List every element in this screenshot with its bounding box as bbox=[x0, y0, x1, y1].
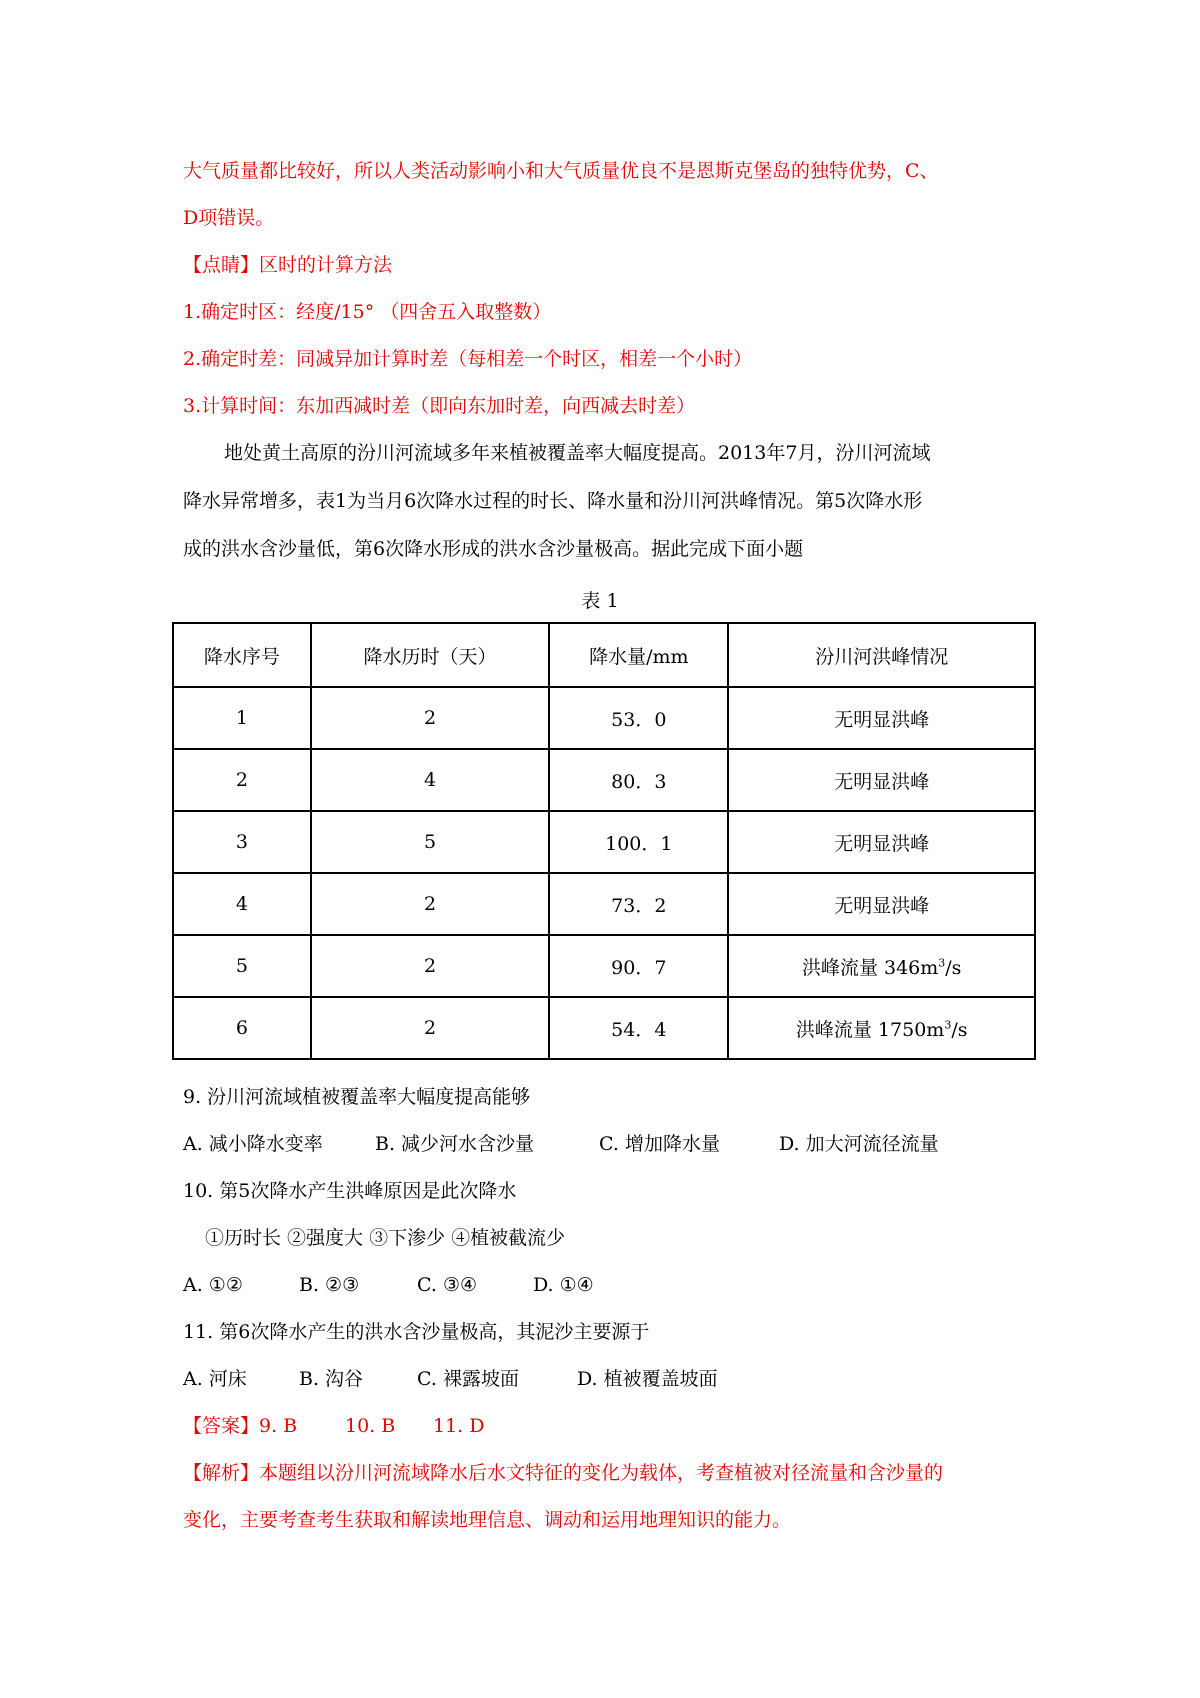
cell-amount: 80．3 bbox=[549, 749, 728, 811]
tip-title: 【点睛】区时的计算方法 bbox=[183, 254, 393, 276]
cell-amount: 100．1 bbox=[549, 811, 728, 873]
q11-option-c: C. 裸露坡面 bbox=[417, 1368, 519, 1390]
header-amount: 降水量/mm bbox=[549, 623, 728, 687]
q9-option-c: C. 增加降水量 bbox=[599, 1133, 720, 1155]
q11-options bbox=[183, 1366, 718, 1392]
answer-11: 11. D bbox=[433, 1415, 485, 1437]
q10-option-b: B. ②③ bbox=[299, 1274, 360, 1296]
table-caption: 表 1 bbox=[581, 590, 619, 612]
tip-step1: 1.确定时区：经度/15° （四舍五入取整数） bbox=[183, 301, 552, 323]
table-row bbox=[173, 811, 1035, 873]
q10-stem: 10. 第5次降水产生洪峰原因是此次降水 bbox=[183, 1180, 517, 1202]
cell-no: 6 bbox=[173, 997, 311, 1059]
header-flood: 汾川河洪峰情况 bbox=[728, 623, 1035, 687]
q10-option-c: C. ③④ bbox=[417, 1274, 478, 1296]
table-row bbox=[173, 749, 1035, 811]
cell-flood bbox=[728, 935, 1035, 997]
header-no: 降水序号 bbox=[173, 623, 311, 687]
q10-options bbox=[183, 1272, 594, 1298]
q11-option-a: A. 河床 bbox=[183, 1368, 247, 1390]
q9-option-a: A. 减小降水变率 bbox=[183, 1133, 323, 1155]
answer-10: 10. B bbox=[345, 1415, 396, 1437]
q9-stem: 9. 汾川河流域植被覆盖率大幅度提高能够 bbox=[183, 1086, 531, 1108]
q9-option-b: B. 减少河水含沙量 bbox=[375, 1133, 535, 1155]
q10-option-a: A. ①② bbox=[183, 1274, 243, 1296]
cell-flood bbox=[728, 997, 1035, 1059]
cell-amount: 54．4 bbox=[549, 997, 728, 1059]
cell-flood: 无明显洪峰 bbox=[728, 687, 1035, 749]
flood-text: 洪峰流量 346m bbox=[801, 956, 939, 979]
passage-line3: 成的洪水含沙量低，第6次降水形成的洪水含沙量极高。据此完成下面小题 bbox=[183, 538, 804, 560]
tip-step2: 2.确定时差：同减异加计算时差（每相差一个时区，相差一个小时） bbox=[183, 348, 753, 370]
cell-days: 2 bbox=[311, 687, 549, 749]
flood-unit: /s bbox=[945, 956, 962, 979]
table-row bbox=[173, 935, 1035, 997]
q11-option-b: B. 沟谷 bbox=[299, 1368, 364, 1390]
analysis-line2: 变化，主要考查考生获取和解读地理信息、调动和运用地理知识的能力。 bbox=[183, 1509, 792, 1531]
q10-option-d: D. ①④ bbox=[533, 1274, 594, 1296]
cell-no: 3 bbox=[173, 811, 311, 873]
q11-stem: 11. 第6次降水产生的洪水含沙量极高，其泥沙主要源于 bbox=[183, 1321, 650, 1343]
flood-unit: /s bbox=[951, 1018, 968, 1041]
table-header-row bbox=[173, 623, 1035, 687]
flood-sup: 3 bbox=[938, 956, 946, 970]
analysis-prev-line2: D项错误。 bbox=[183, 207, 275, 229]
q11-option-d: D. 植被覆盖坡面 bbox=[577, 1368, 718, 1390]
analysis-prev-line1: 大气质量都比较好，所以人类活动影响小和大气质量优良不是恩斯克堡岛的独特优势，C、 bbox=[183, 160, 939, 182]
cell-flood: 无明显洪峰 bbox=[728, 873, 1035, 935]
cell-days: 5 bbox=[311, 811, 549, 873]
cell-no: 2 bbox=[173, 749, 311, 811]
table-row bbox=[173, 687, 1035, 749]
cell-no: 4 bbox=[173, 873, 311, 935]
tip-step3: 3.计算时间：东加西减时差（即向东加时差，向西减去时差） bbox=[183, 395, 696, 417]
cell-days: 2 bbox=[311, 935, 549, 997]
flood-text: 洪峰流量 1750m bbox=[795, 1018, 945, 1041]
passage-line1: 地处黄土高原的汾川河流域多年来植被覆盖率大幅度提高。2013年7月，汾川河流域 bbox=[224, 442, 931, 464]
cell-no: 1 bbox=[173, 687, 311, 749]
table-row bbox=[173, 873, 1035, 935]
flood-sup: 3 bbox=[944, 1018, 952, 1032]
cell-no: 5 bbox=[173, 935, 311, 997]
header-days: 降水历时（天） bbox=[311, 623, 549, 687]
q9-options bbox=[183, 1131, 939, 1157]
table-row bbox=[173, 997, 1035, 1059]
passage-line2: 降水异常增多，表1为当月6次降水过程的时长、降水量和汾川河洪峰情况。第5次降水形 bbox=[183, 490, 923, 512]
cell-amount: 90．7 bbox=[549, 935, 728, 997]
analysis-line1: 【解析】本题组以汾川河流域降水后水文特征的变化为载体，考查植被对径流量和含沙量的 bbox=[183, 1462, 944, 1484]
cell-amount: 73．2 bbox=[549, 873, 728, 935]
cell-flood: 无明显洪峰 bbox=[728, 811, 1035, 873]
cell-days: 2 bbox=[311, 997, 549, 1059]
q9-option-d: D. 加大河流径流量 bbox=[779, 1133, 939, 1155]
cell-amount: 53．0 bbox=[549, 687, 728, 749]
answer-line bbox=[183, 1413, 485, 1439]
rainfall-table bbox=[172, 622, 1036, 1060]
cell-flood: 无明显洪峰 bbox=[728, 749, 1035, 811]
q10-items: ①历时长 ②强度大 ③下渗少 ④植被截流少 bbox=[205, 1227, 566, 1249]
answer-9: 【答案】9. B bbox=[183, 1415, 298, 1437]
cell-days: 4 bbox=[311, 749, 549, 811]
cell-days: 2 bbox=[311, 873, 549, 935]
